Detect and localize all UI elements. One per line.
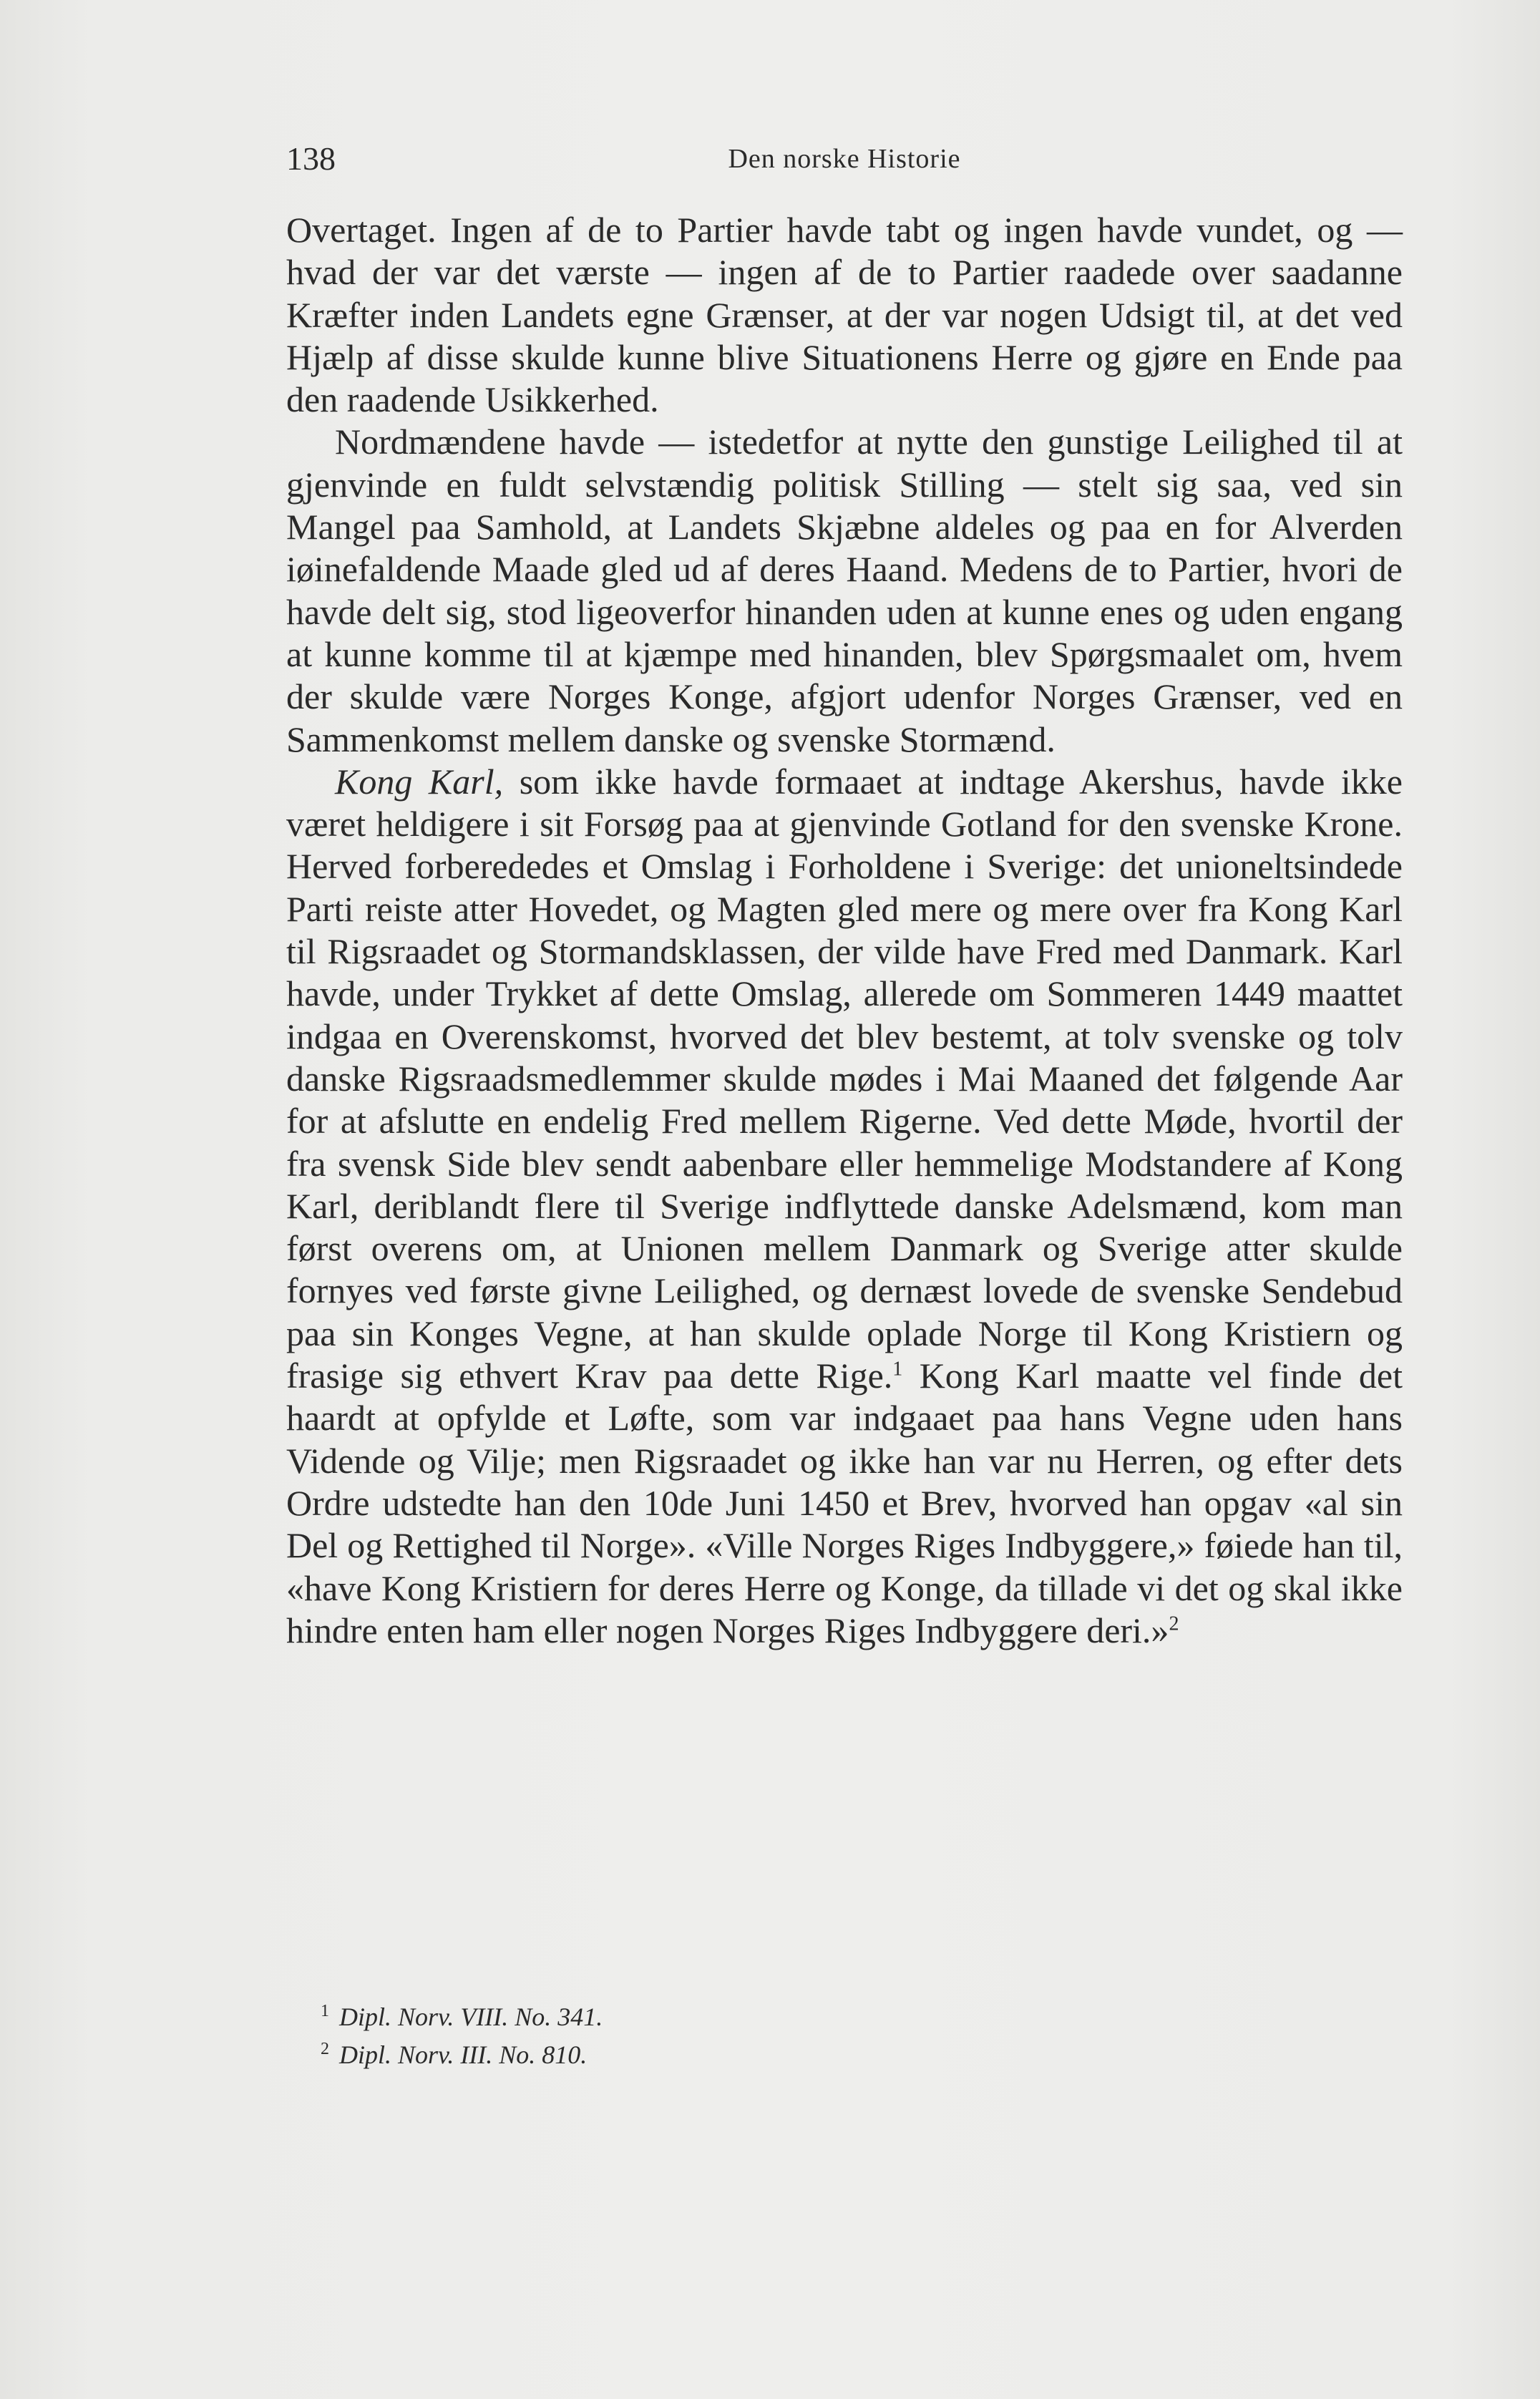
paragraph <box>286 761 1403 1652</box>
italic-name: Kong Karl, <box>335 761 504 802</box>
page-header <box>286 137 1403 180</box>
paragraph-text: som ikke havde formaaet at indtage Akershus, havde ikke været heldigere i sit Forsøg paa at gjenvinde Gotland for den svenske Krone. Herved forberededes et Omslag i Forholdene i Sverige: det unioneltsindede Parti reiste atter Hovedet, og Magten gled mere og mere over fra Kong Karl til Rigsraadet og Stormandsklassen, der vilde have Fred med Danmark. Karl havde, under Trykket af dette Omslag, allerede om Sommeren 1449 maattet indgaa en Overenskomst, hvorved det blev bestemt, at tolv svenske og tolv danske Rigsraadsmedlemmer skulde mødes i Mai Maaned det følgende Aar for at afslutte en endelig Fred mellem Rigerne. Ved dette Møde, hvortil der fra svensk Side blev sendt aabenbare eller hemmelige Modstandere af Kong Karl, deriblandt flere til Sverige indflyttede danske Adelsmænd, kom man først overens om, at Unionen mellem Danmark og Sverige atter skulde fornyes ved første givne Leilighed, og dernæst lovede de svenske Sendebud paa sin Konges Vegne, at han skulde oplade Norge til Kong Kristiern og frasige sig ethvert Krav paa dette Rige. <box>286 761 1403 1396</box>
page-number: 138 <box>286 140 336 177</box>
paragraph-text: Kong Karl maatte vel finde det haardt at opfylde et Løfte, som var indgaaet paa hans Vegne uden hans Vidende og Vilje; men Rigsraadet og ikke han var nu Herren, og efter dets Ordre udstedte han den 10de Juni 1450 et Brev, hvorved han opgav «al sin Del og Rettighed til Norge». «Ville Norges Riges Indbyggere,» føiede han til, «have Kong Kristiern for deres Herre og Konge, da tillade vi det og skal ikke hindre enten ham eller nogen Norges Riges Indbyggere deri.» <box>286 1356 1403 1650</box>
footnote-reference: 1 <box>892 1358 903 1381</box>
paragraph: Overtaget. Ingen af de to Partier havde tabt og ingen havde vundet, og — hvad der var det værste — ingen af de to Partier raadede over saadanne Kræfter inden Landets egne Grænser, at der var nogen Udsigt til, at det ved Hjælp af disse skulde kunne blive Situationens Herre og gjøre en Ende paa den raadende Usikkerhed. <box>286 210 1403 420</box>
footnote <box>321 2033 1251 2071</box>
footnote-text: Dipl. Norv. VIII. No. 341. <box>339 2003 603 2031</box>
footnote-marker: 1 <box>321 2002 329 2020</box>
running-title: Den norske Historie <box>728 144 961 174</box>
footnote-text: Dipl. Norv. III. No. 810. <box>339 2040 588 2069</box>
footnotes <box>321 1995 1251 2071</box>
footnote-reference: 2 <box>1169 1612 1179 1635</box>
footnote <box>321 1995 1251 2033</box>
footnote-marker: 2 <box>321 2040 329 2058</box>
body-text <box>286 209 1403 1652</box>
paragraph: Nordmændene havde — istedetfor at nytte den gunstige Leilighed til at gjenvinde en fuldt selvstændig politisk Stilling — stelt sig saa, ved sin Mangel paa Samhold, at Landets Skjæbne aldeles og paa en for Alverden iøinefaldende Maade gled ud af deres Haand. Medens de to Partier, hvori de havde delt sig, stod ligeoverfor hinanden uden at kunne enes og uden engang at kunne komme til at kjæmpe med hinanden, blev Spørgsmaalet om, hvem der skulde være Norges Konge, afgjort udenfor Norges Grænser, ved en Sammenkomst mellem danske og svenske Stormænd. <box>286 422 1403 759</box>
